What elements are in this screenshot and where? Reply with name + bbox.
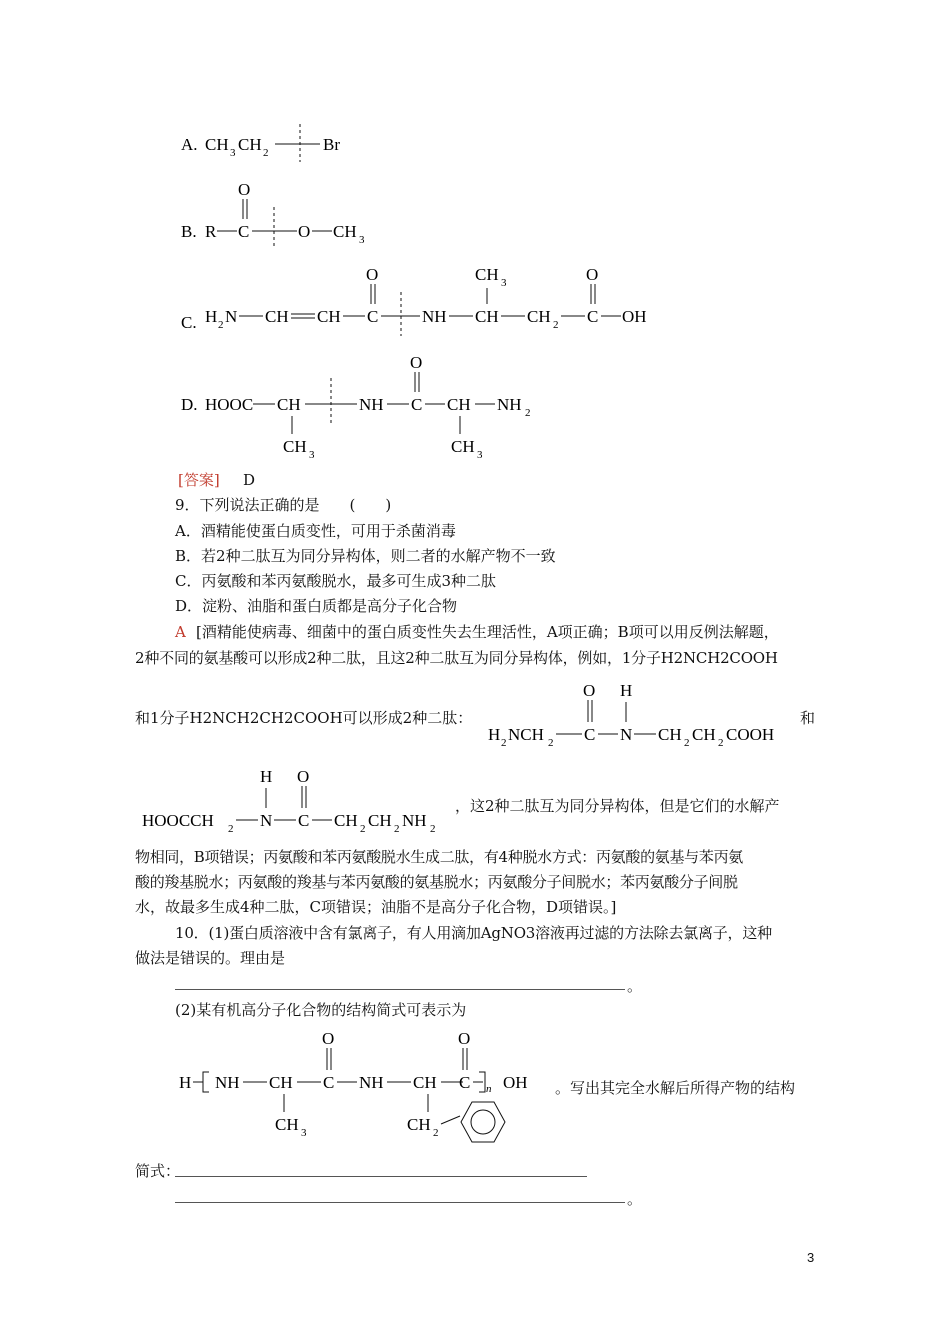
q9-explanation-line-7: 水，故最多生成4种二肽，C项错误；油脂不是高分子化合物，D项错误。] bbox=[135, 898, 617, 916]
svg-text:O: O bbox=[366, 265, 379, 284]
polymer-structure bbox=[175, 1020, 555, 1150]
svg-text:2: 2 bbox=[433, 1127, 439, 1139]
q9-explanation-line-2: 2种不同的氨基酸可以形成2种二肽，且这2种二肽互为同分异构体，例如，1分子H2NCH2COOH bbox=[135, 649, 778, 667]
svg-text:2: 2 bbox=[553, 319, 559, 331]
svg-text:CH: CH bbox=[407, 1115, 431, 1134]
svg-text:O: O bbox=[297, 767, 310, 786]
svg-text:H: H bbox=[179, 1073, 192, 1092]
q10-part1-line-1: 10．(1)蛋白质溶液中含有氯离子，有人用滴加AgNO3溶液再过滤的方法除去氯离子，这种 bbox=[175, 924, 772, 942]
dipeptide-1-structure bbox=[486, 676, 796, 748]
svg-text:CH: CH bbox=[658, 725, 682, 744]
svg-text:CH: CH bbox=[447, 395, 471, 414]
svg-text:N: N bbox=[620, 725, 633, 744]
svg-text:HOOCCH: HOOCCH bbox=[142, 811, 214, 830]
svg-text:O: O bbox=[322, 1029, 335, 1048]
svg-text:3: 3 bbox=[230, 147, 236, 159]
svg-text:CH: CH bbox=[277, 395, 301, 414]
svg-text:C: C bbox=[367, 307, 379, 326]
option-d-label: D. bbox=[181, 395, 198, 414]
svg-text:N: N bbox=[260, 811, 273, 830]
answer-tag: [答案] bbox=[178, 471, 220, 489]
svg-text:C: C bbox=[238, 222, 250, 241]
svg-text:CH: CH bbox=[475, 307, 499, 326]
svg-text:CH: CH bbox=[333, 222, 357, 241]
svg-text:NH: NH bbox=[215, 1073, 240, 1092]
svg-text:3: 3 bbox=[359, 234, 365, 246]
q9-explanation-line-5: 物相同，B项错误；丙氨酸和苯丙氨酸脱水生成二肽，有4种脱水方式：丙氨酸的氨基与苯丙氨 bbox=[135, 848, 743, 866]
svg-text:2: 2 bbox=[430, 823, 436, 835]
svg-text:NH: NH bbox=[422, 307, 447, 326]
q10-part2-tail: 。写出其完全水解后所得产物的结构 bbox=[555, 1079, 796, 1097]
svg-text:2: 2 bbox=[394, 823, 400, 835]
svg-text:CH: CH bbox=[317, 307, 341, 326]
q9-option-a: A．酒精能使蛋白质变性，可用于杀菌消毒 bbox=[175, 522, 456, 540]
svg-text:CH: CH bbox=[451, 437, 475, 456]
answer-blank-3[interactable] bbox=[175, 1202, 625, 1203]
answer-value: D bbox=[243, 471, 256, 489]
svg-text:O: O bbox=[583, 681, 596, 700]
q10-part2-stem: (2)某有机高分子化合物的结构简式可表示为 bbox=[175, 1001, 467, 1019]
svg-text:C: C bbox=[459, 1073, 471, 1092]
end-mark-2: 。 bbox=[627, 1190, 643, 1208]
svg-text:NH: NH bbox=[402, 811, 427, 830]
end-mark-1: 。 bbox=[627, 977, 643, 995]
svg-text:C: C bbox=[323, 1073, 335, 1092]
svg-text:NH: NH bbox=[359, 1073, 384, 1092]
svg-text:O: O bbox=[410, 353, 423, 372]
dipeptide-2-structure bbox=[140, 764, 450, 838]
answer-label: 简式： bbox=[135, 1162, 181, 1180]
svg-text:2: 2 bbox=[218, 319, 224, 331]
svg-text:HOOC: HOOC bbox=[205, 395, 254, 414]
q9-stem: 9．下列说法正确的是 ( ) bbox=[175, 496, 392, 514]
svg-text:R: R bbox=[205, 222, 217, 241]
svg-text:2: 2 bbox=[718, 737, 724, 748]
svg-text:CH: CH bbox=[205, 135, 229, 154]
svg-text:H: H bbox=[205, 307, 218, 326]
svg-text:2: 2 bbox=[684, 737, 690, 748]
svg-text:CH: CH bbox=[269, 1073, 293, 1092]
svg-text:2: 2 bbox=[548, 737, 554, 748]
svg-text:CH: CH bbox=[692, 725, 716, 744]
q9-answer-letter: A bbox=[175, 623, 186, 641]
option-d-structure bbox=[175, 348, 555, 466]
q9-explanation-line-1: [酒精能使病毒、细菌中的蛋白质变性失去生理活性，A项正确；B项可以用反例法解题， bbox=[196, 623, 779, 641]
q10-part1-line-2: 做法是错误的。理由是 bbox=[135, 949, 286, 967]
svg-text:H: H bbox=[488, 725, 501, 744]
svg-text:Br: Br bbox=[323, 135, 340, 154]
svg-text:NCH: NCH bbox=[508, 725, 544, 744]
q9-option-c: C．丙氨酸和苯丙氨酸脱水，最多可生成3种二肽 bbox=[175, 572, 497, 590]
option-a-label: A. bbox=[181, 135, 198, 154]
svg-text:3: 3 bbox=[501, 277, 507, 289]
svg-text:CH: CH bbox=[334, 811, 358, 830]
svg-text:2: 2 bbox=[525, 407, 531, 419]
svg-text:C: C bbox=[411, 395, 423, 414]
q9-explanation-line-4: ，这2种二肽互为同分异构体，但是它们的水解产 bbox=[455, 797, 780, 815]
svg-text:O: O bbox=[238, 180, 251, 199]
svg-text:H: H bbox=[260, 767, 273, 786]
q9-option-b: B．若2种二肽互为同分异构体，则二者的水解产物不一致 bbox=[175, 547, 556, 565]
svg-text:2: 2 bbox=[228, 823, 234, 835]
svg-text:CH: CH bbox=[265, 307, 289, 326]
option-c-structure bbox=[175, 262, 665, 342]
svg-text:CH: CH bbox=[475, 265, 499, 284]
svg-text:3: 3 bbox=[477, 449, 483, 461]
svg-text:N: N bbox=[225, 307, 238, 326]
svg-text:O: O bbox=[298, 222, 311, 241]
svg-text:O: O bbox=[458, 1029, 471, 1048]
svg-text:NH: NH bbox=[359, 395, 384, 414]
svg-text:CH: CH bbox=[275, 1115, 299, 1134]
svg-text:C: C bbox=[587, 307, 599, 326]
svg-text:CH: CH bbox=[413, 1073, 437, 1092]
svg-text:2: 2 bbox=[501, 737, 507, 748]
svg-text:3: 3 bbox=[309, 449, 315, 461]
option-b-structure bbox=[175, 175, 395, 250]
option-c-label: C. bbox=[181, 313, 197, 332]
svg-text:2: 2 bbox=[263, 147, 269, 159]
svg-text:C: C bbox=[298, 811, 310, 830]
and-word: 和 bbox=[800, 709, 816, 727]
page-number: 3 bbox=[807, 1250, 815, 1265]
svg-text:CH: CH bbox=[527, 307, 551, 326]
q9-explanation-line-3: 和1分子H2NCH2CH2COOH可以形成2种二肽： bbox=[135, 709, 473, 727]
q9-option-d: D．淀粉、油脂和蛋白质都是高分子化合物 bbox=[175, 597, 458, 615]
svg-text:3: 3 bbox=[301, 1127, 307, 1139]
answer-blank-1[interactable] bbox=[175, 989, 625, 990]
svg-text:2: 2 bbox=[360, 823, 366, 835]
svg-text:CH: CH bbox=[283, 437, 307, 456]
answer-blank-2[interactable] bbox=[175, 1176, 587, 1177]
svg-text:H: H bbox=[620, 681, 633, 700]
option-a-structure bbox=[175, 120, 375, 166]
svg-text:O: O bbox=[586, 265, 599, 284]
svg-text:C: C bbox=[584, 725, 596, 744]
svg-text:CH: CH bbox=[238, 135, 262, 154]
option-b-label: B. bbox=[181, 222, 197, 241]
svg-text:OH: OH bbox=[503, 1073, 528, 1092]
q9-explanation-line-6: 酸的羧基脱水；丙氨酸的羧基与苯丙氨酸的氨基脱水；丙氨酸分子间脱水；苯丙氨酸分子间脱 bbox=[135, 873, 738, 891]
svg-text:NH: NH bbox=[497, 395, 522, 414]
svg-text:n: n bbox=[486, 1083, 492, 1095]
svg-text:CH: CH bbox=[368, 811, 392, 830]
svg-text:COOH: COOH bbox=[726, 725, 775, 744]
svg-text:OH: OH bbox=[622, 307, 647, 326]
